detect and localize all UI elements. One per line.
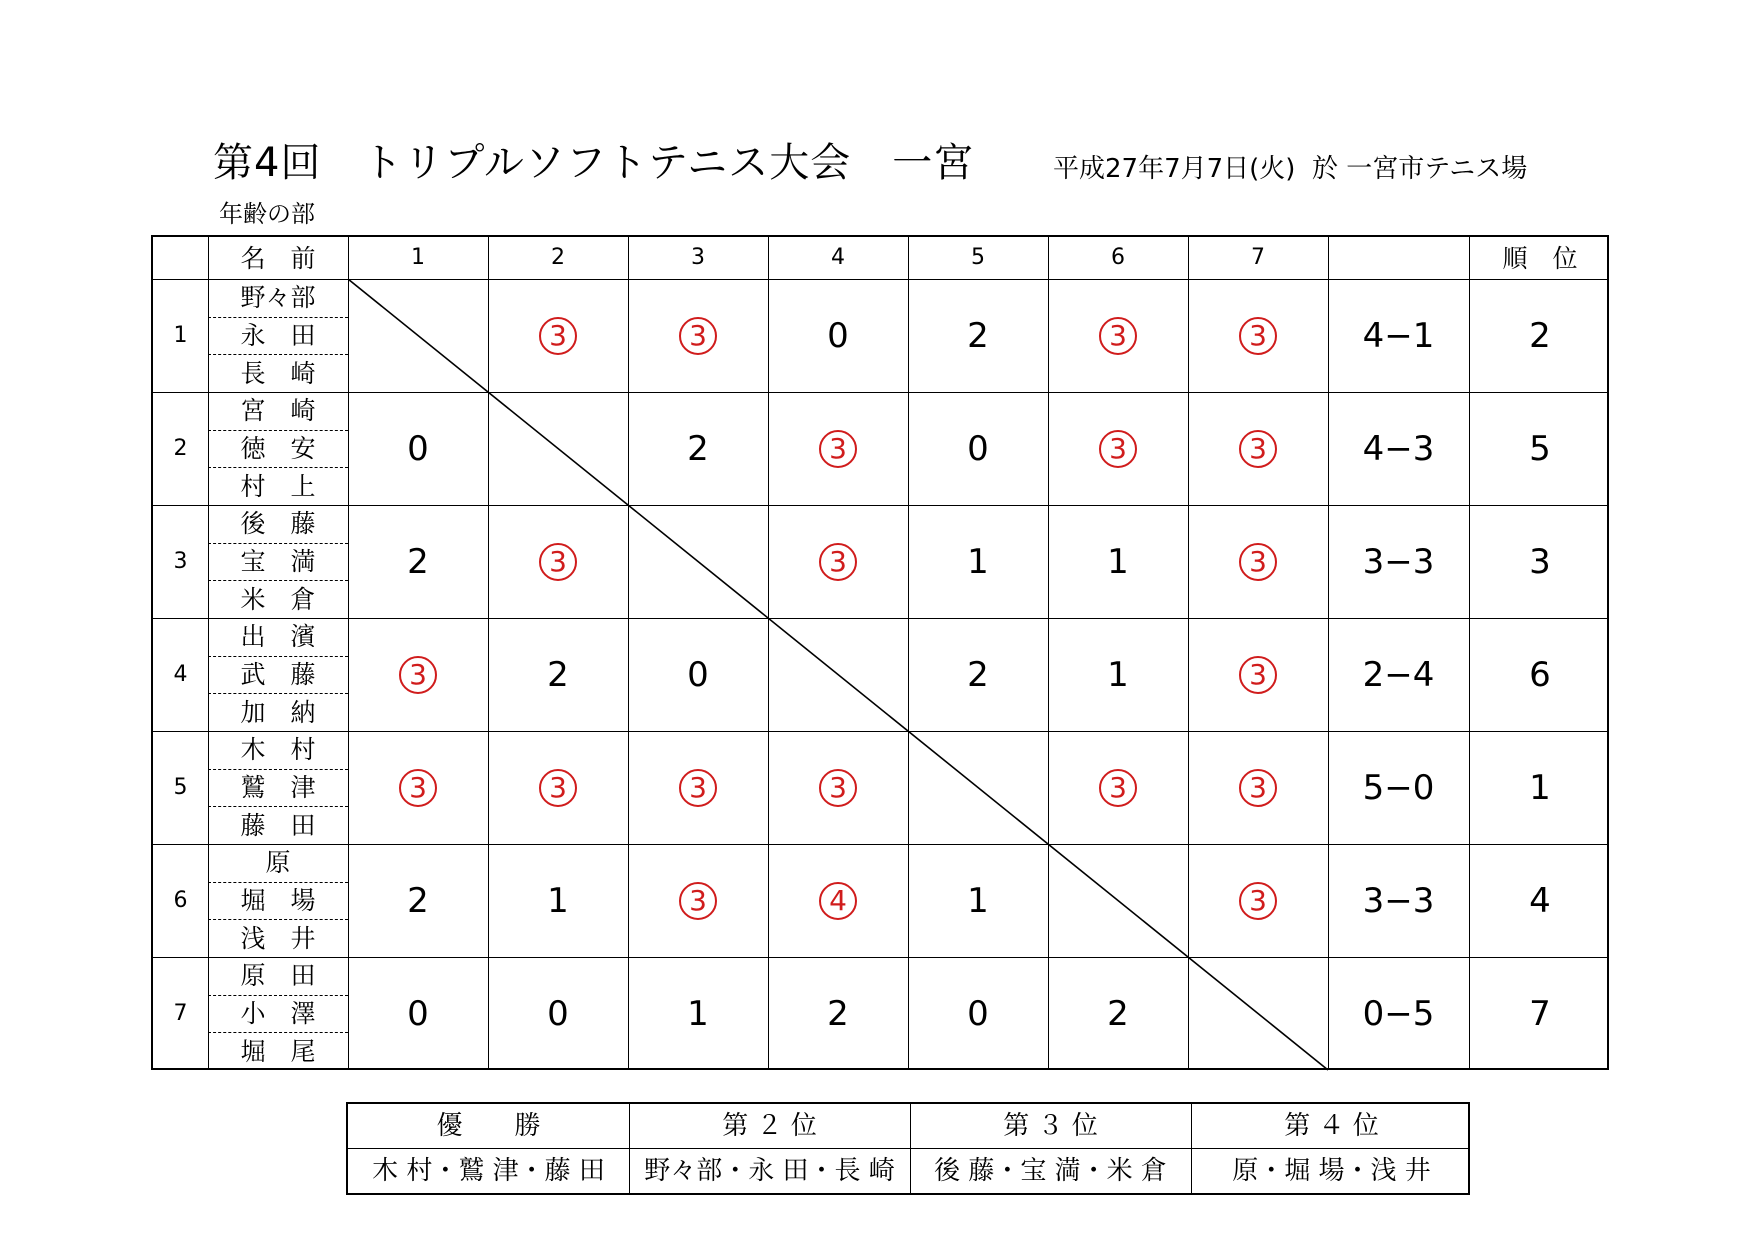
match-score: 1 — [547, 880, 569, 921]
team-member-name: 堀 尾 — [240, 1036, 316, 1066]
opponent-header-4: 4 — [831, 245, 845, 270]
final-rank: 2 — [1529, 315, 1551, 356]
win-loss-record: 4−1 — [1362, 315, 1435, 356]
team-member-name: 村 上 — [240, 471, 316, 501]
match-score: 2 — [967, 654, 989, 695]
win-circle-mark: 3 — [1239, 769, 1277, 807]
win-circle-mark: 3 — [1239, 317, 1277, 355]
win-circle-mark: 3 — [819, 430, 857, 468]
match-score: 0 — [687, 654, 709, 695]
team-number: 5 — [173, 774, 188, 800]
match-score: 0 — [827, 315, 849, 356]
win-loss-record: 2−4 — [1362, 654, 1435, 695]
team-member-name: 米 倉 — [240, 584, 316, 614]
match-score: 2 — [827, 993, 849, 1034]
win-circle-mark: 3 — [1239, 882, 1277, 920]
win-circle-mark: 3 — [1239, 543, 1277, 581]
fourth-place-team: 原・堀 場・浅 井 — [1232, 1155, 1431, 1186]
win-loss-record: 3−3 — [1362, 541, 1435, 582]
win-loss-record: 4−3 — [1362, 428, 1435, 469]
team-member-name: 永 田 — [240, 320, 316, 350]
second-place-team: 野々部・永 田・長 崎 — [644, 1155, 895, 1186]
winner-team: 木 村・鷲 津・藤 田 — [372, 1155, 605, 1186]
win-circle-mark: 3 — [1239, 430, 1277, 468]
match-score: 2 — [547, 654, 569, 695]
opponent-header-1: 1 — [411, 245, 425, 270]
winner-header: 優 勝 — [436, 1111, 541, 1141]
team-member-name: 徳 安 — [240, 433, 316, 463]
division-label: 年齢の部 — [219, 200, 315, 228]
win-circle-mark: 3 — [819, 543, 857, 581]
match-score: 1 — [1107, 541, 1129, 582]
result-table — [346, 1102, 1470, 1195]
win-circle-mark: 3 — [539, 769, 577, 807]
team-number: 2 — [173, 435, 188, 461]
match-score: 1 — [967, 880, 989, 921]
win-circle-mark: 3 — [1099, 430, 1137, 468]
match-score: 0 — [967, 993, 989, 1034]
opponent-header-5: 5 — [971, 245, 985, 270]
team-member-name: 宮 崎 — [240, 396, 316, 426]
match-score: 2 — [407, 880, 429, 921]
final-rank: 5 — [1529, 428, 1551, 469]
team-member-name: 長 崎 — [240, 358, 316, 388]
win-circle-mark: 3 — [679, 882, 717, 920]
team-member-name: 藤 田 — [240, 810, 316, 840]
second-place-header: 第 ２ 位 — [722, 1111, 817, 1141]
win-circle-mark: 3 — [399, 656, 437, 694]
final-rank: 6 — [1529, 654, 1551, 695]
match-score: 0 — [407, 993, 429, 1034]
team-member-name: 後 藤 — [240, 509, 316, 539]
league-table — [151, 235, 1609, 1070]
match-score: 0 — [547, 993, 569, 1034]
match-score: 1 — [687, 993, 709, 1034]
match-score: 1 — [967, 541, 989, 582]
win-circle-mark: 3 — [399, 769, 437, 807]
match-score: 0 — [967, 428, 989, 469]
final-rank: 1 — [1529, 767, 1551, 808]
win-circle-mark: 3 — [1239, 656, 1277, 694]
match-score: 2 — [967, 315, 989, 356]
team-member-name: 武 藤 — [240, 659, 316, 689]
win-circle-mark: 4 — [819, 882, 857, 920]
team-number: 6 — [173, 887, 188, 913]
team-number: 1 — [173, 322, 188, 348]
win-loss-record: 0−5 — [1362, 993, 1435, 1034]
match-score: 2 — [407, 541, 429, 582]
third-place-header: 第 ３ 位 — [1003, 1111, 1098, 1141]
team-member-name: 堀 場 — [240, 885, 316, 915]
name-column-header: 名 前 — [240, 243, 316, 273]
win-loss-record: 3−3 — [1362, 880, 1435, 921]
match-score: 1 — [1107, 654, 1129, 695]
opponent-header-7: 7 — [1251, 245, 1265, 270]
win-circle-mark: 3 — [539, 543, 577, 581]
team-member-name: 加 納 — [240, 697, 316, 727]
team-member-name: 野々部 — [240, 283, 316, 313]
win-loss-record: 5−0 — [1362, 767, 1435, 808]
final-rank: 4 — [1529, 880, 1551, 921]
third-place-team: 後 藤・宝 満・米 倉 — [934, 1155, 1167, 1186]
win-circle-mark: 3 — [819, 769, 857, 807]
opponent-header-3: 3 — [691, 245, 705, 270]
win-circle-mark: 3 — [539, 317, 577, 355]
match-score: 2 — [1107, 993, 1129, 1034]
win-circle-mark: 3 — [679, 317, 717, 355]
date-venue: 平成27年7月7日(火) 於 一宮市テニス場 — [1053, 154, 1528, 184]
team-member-name: 鷲 津 — [240, 772, 316, 802]
rank-column-header: 順 位 — [1502, 243, 1578, 273]
opponent-header-6: 6 — [1111, 245, 1125, 270]
win-circle-mark: 3 — [1099, 317, 1137, 355]
team-member-name: 木 村 — [240, 735, 316, 765]
team-member-name: 小 澤 — [240, 998, 316, 1028]
match-score: 2 — [687, 428, 709, 469]
team-member-name: 出 濱 — [240, 622, 316, 652]
team-member-name: 浅 井 — [240, 923, 316, 953]
match-score: 0 — [407, 428, 429, 469]
win-circle-mark: 3 — [679, 769, 717, 807]
final-rank: 7 — [1529, 993, 1551, 1034]
self-match-diagonal — [153, 237, 1611, 1072]
team-number: 7 — [173, 1000, 188, 1026]
page-title: 第4回 トリプルソフトテニス大会 一宮 — [213, 140, 975, 186]
team-member-name: 原 田 — [240, 961, 316, 991]
team-member-name: 原 — [265, 848, 291, 878]
win-circle-mark: 3 — [1099, 769, 1137, 807]
final-rank: 3 — [1529, 541, 1551, 582]
team-number: 3 — [173, 548, 188, 574]
opponent-header-2: 2 — [551, 245, 565, 270]
fourth-place-header: 第 ４ 位 — [1284, 1111, 1379, 1141]
team-number: 4 — [173, 661, 188, 687]
team-member-name: 宝 満 — [240, 546, 316, 576]
